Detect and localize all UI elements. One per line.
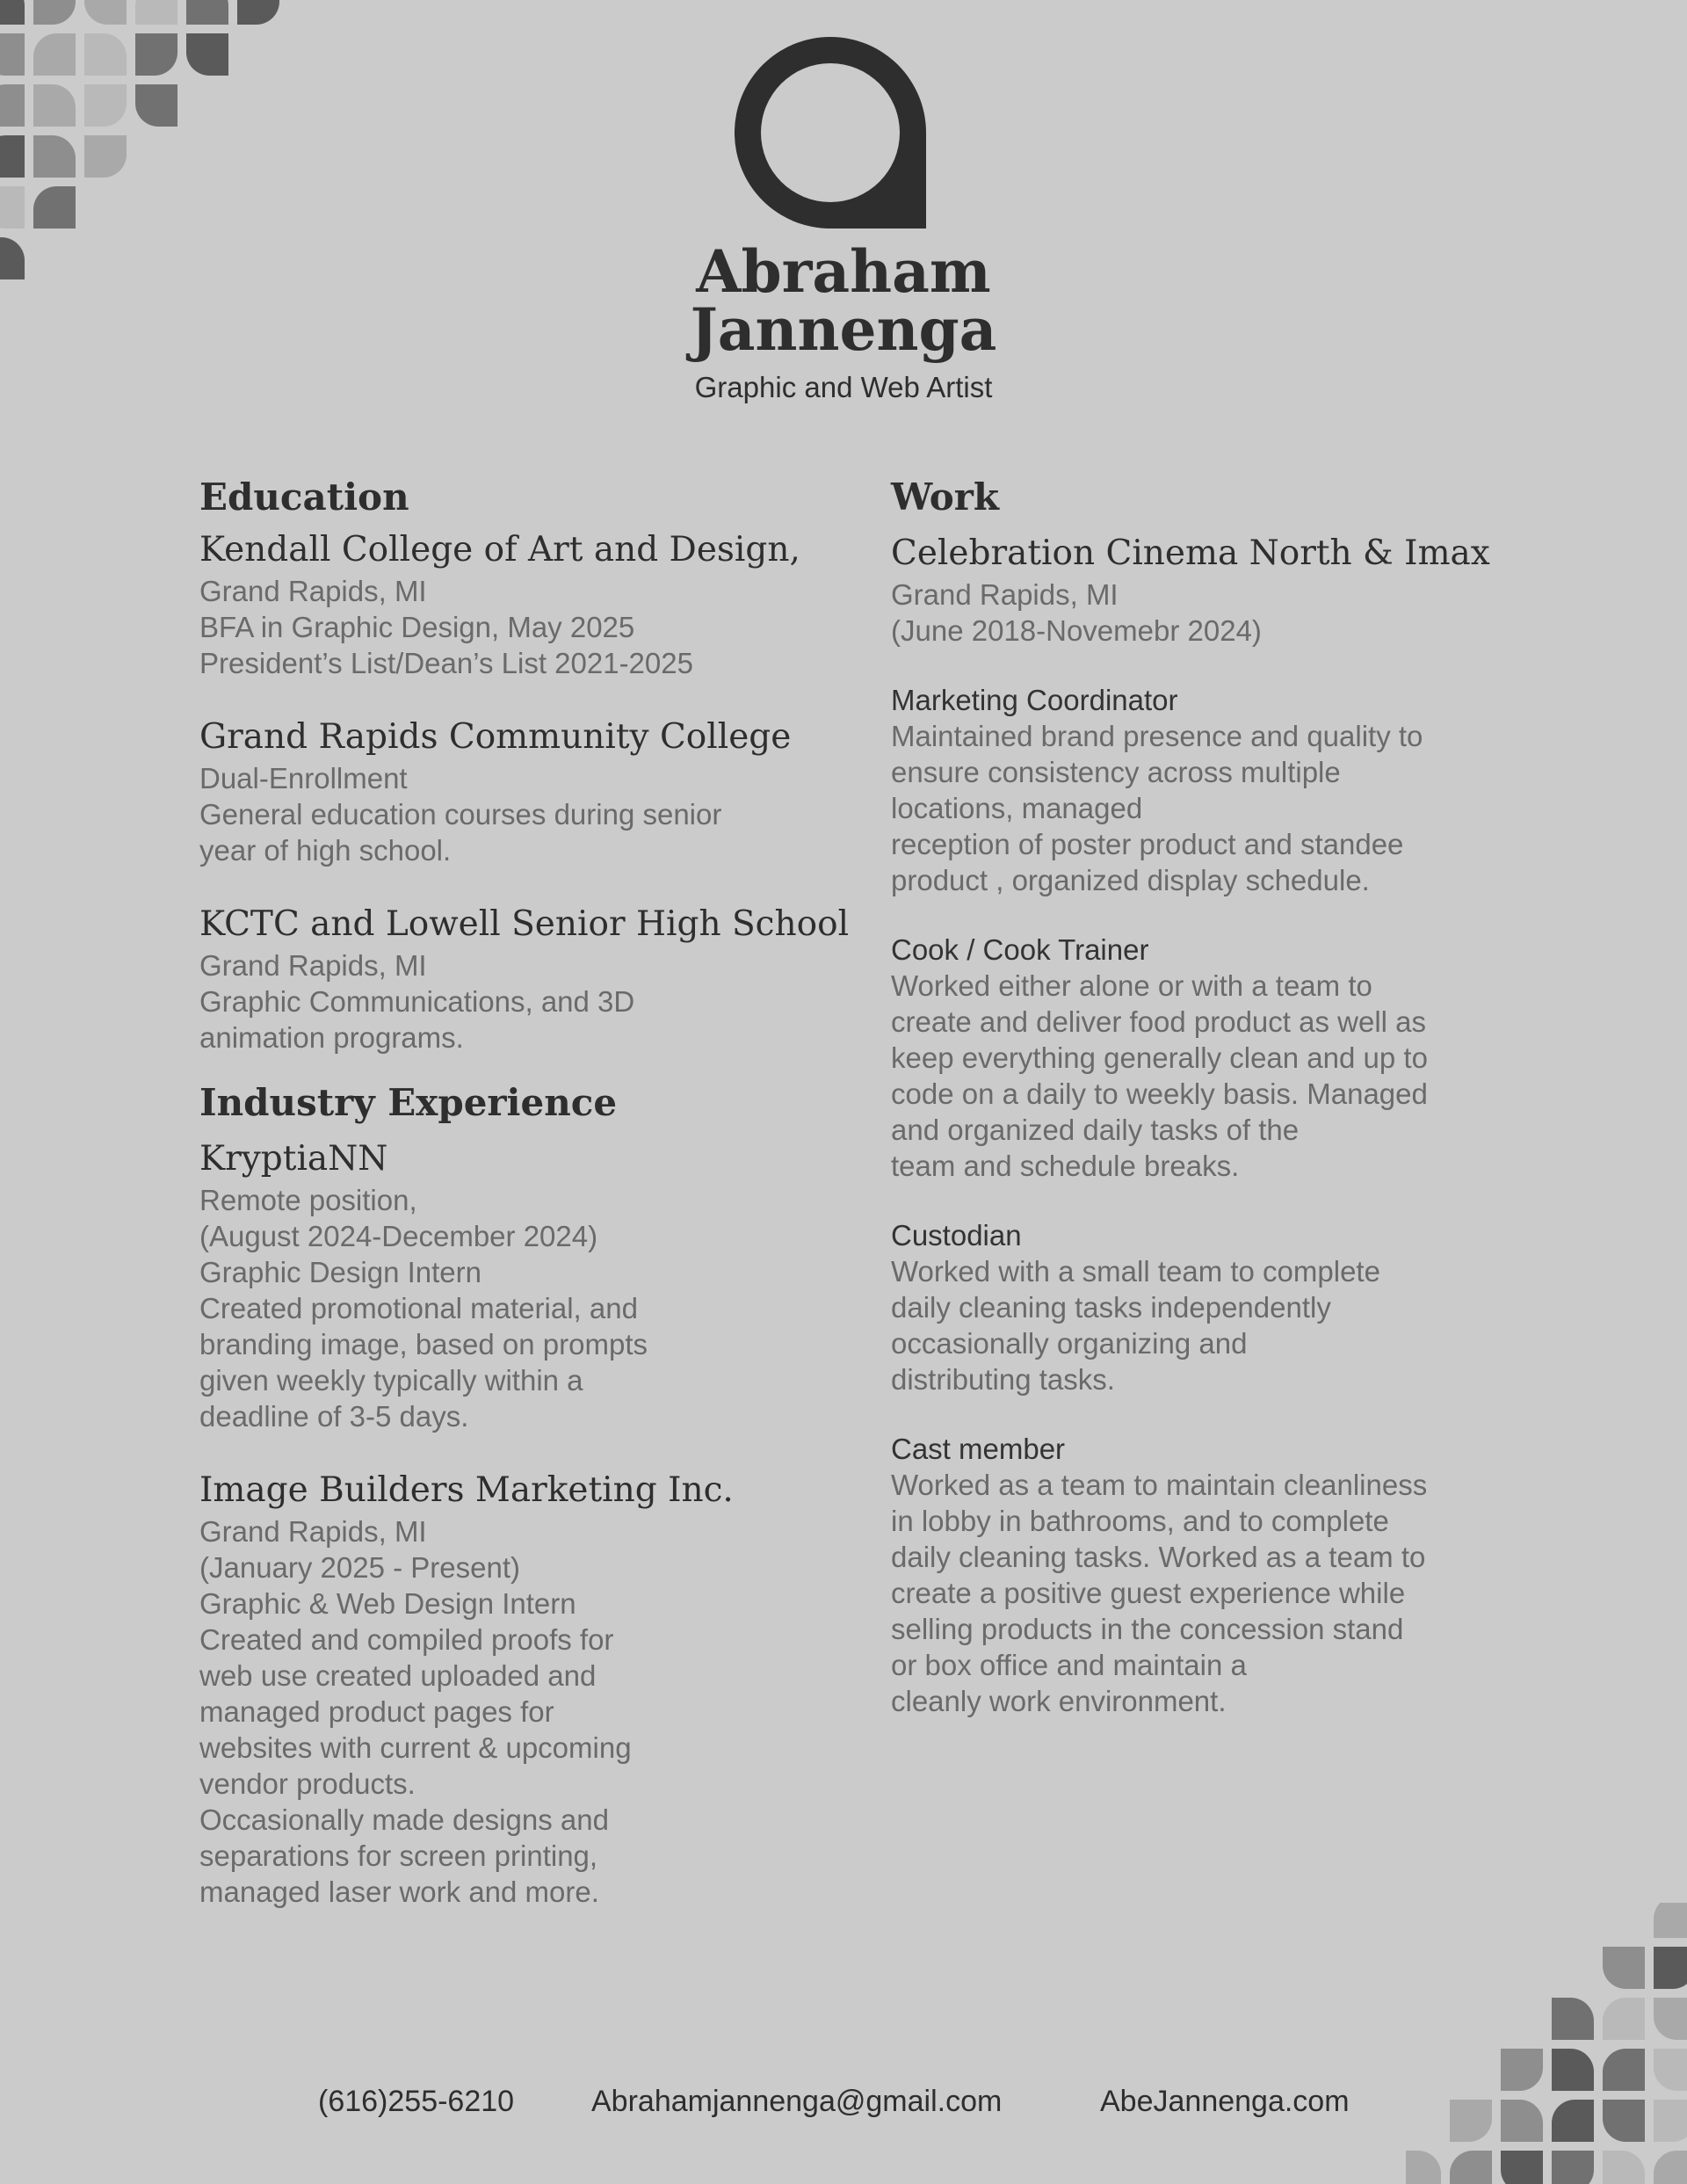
pattern-tile (1654, 1998, 1687, 2040)
email-address: Abrahamjannenga@gmail.com (591, 2085, 1003, 2118)
entry-title: Image Builders Marketing Inc. (199, 1470, 734, 1510)
entry-line: BFA in Graphic Design, May 2025 (199, 611, 635, 643)
industry-experience-heading: Industry Experience (199, 1081, 618, 1124)
pattern-tile (1406, 2151, 1441, 2184)
entry-title: Grand Rapids Community College (199, 717, 792, 757)
name-line-last: Jannenga (690, 295, 997, 364)
pattern-tile (1552, 2151, 1594, 2184)
entry-line: General education courses during senior year of high school. (199, 798, 722, 867)
education-entry (199, 715, 867, 868)
pattern-tile (135, 84, 177, 127)
pattern-tile (84, 0, 127, 25)
pattern-tile (1654, 1947, 1687, 1989)
work-role (891, 1217, 1506, 1397)
entry-line: Graphic Communications, and 3D animation programs. (199, 985, 635, 1054)
phone-number: (616)255-6210 (318, 2085, 515, 2118)
left-column (199, 473, 867, 1910)
entry-line: Grand Rapids, MI (199, 575, 427, 607)
pattern-tile (135, 0, 177, 25)
pattern-tile (0, 0, 25, 25)
entry-line: Graphic Design Intern (199, 1256, 481, 1288)
pattern-tile (0, 84, 25, 127)
logo-icon (735, 37, 926, 229)
right-column (891, 473, 1506, 1719)
education-entry (199, 902, 867, 1056)
industry-entry (199, 1136, 867, 1434)
education-entry (199, 527, 867, 681)
role-title: Marketing Coordinator (891, 684, 1178, 716)
work-role (891, 1431, 1506, 1719)
pattern-tile (84, 84, 127, 127)
pattern-tile (237, 0, 279, 25)
entry-line: Dual-Enrollment (199, 762, 408, 795)
pattern-tile (33, 0, 76, 25)
employer-dates: (June 2018-Novemebr 2024) (891, 614, 1262, 647)
pattern-tile (1450, 2151, 1492, 2184)
entry-title: Kendall College of Art and Design, (199, 530, 800, 570)
work-role (891, 682, 1506, 898)
pattern-tile (33, 84, 76, 127)
entry-line: (August 2024-December 2024) (199, 1220, 598, 1252)
pattern-tile (0, 186, 25, 229)
corner-pattern-top-left (0, 0, 281, 281)
pattern-tile (0, 135, 25, 178)
pattern-tile (1654, 2151, 1687, 2184)
name-line-first: Abraham (696, 237, 991, 306)
corner-pattern-bottom-right (1406, 1903, 1687, 2184)
employer-name: Celebration Cinema North & Imax (891, 533, 1490, 573)
entry-line: Remote position, (199, 1184, 417, 1216)
pattern-tile (186, 33, 228, 76)
pattern-tile (33, 186, 76, 229)
entry-title: KryptiaNN (199, 1139, 388, 1179)
pattern-tile (84, 135, 127, 178)
employer-location: Grand Rapids, MI (891, 578, 1119, 611)
pattern-tile (0, 33, 25, 76)
pattern-tile (1603, 1947, 1645, 1989)
entry-line: Graphic & Web Design Intern (199, 1587, 576, 1620)
pattern-tile (1603, 1998, 1645, 2040)
industry-entry (199, 1468, 867, 1910)
entry-line: Created and compiled proofs for web use created uploaded and managed product pages for websites with current & upcoming vendor products. (199, 1623, 632, 1800)
pattern-tile (186, 0, 228, 25)
contact-footer (0, 2085, 1687, 2129)
education-heading: Education (199, 475, 409, 519)
work-employer (891, 531, 1506, 649)
pattern-tile (1501, 2151, 1543, 2184)
pattern-tile (33, 135, 76, 178)
pattern-tile (33, 33, 76, 76)
role-description: Worked with a small team to complete daily cleaning tasks independently occasionally organizing and distributing tasks. (891, 1255, 1380, 1396)
role-description: Maintained brand presence and quality to ensure consistency across multiple locations, managed reception of poster product and standee product , organized display schedule. (891, 720, 1423, 896)
work-heading: Work (891, 475, 999, 519)
work-role (891, 932, 1506, 1184)
role-description: Worked either alone or with a team to create and deliver food product as well as keep everything generally clean and up to code on a daily to weekly basis. Managed and organized daily tasks of the team and schedule breaks. (891, 969, 1428, 1182)
pattern-tile (135, 33, 177, 76)
candidate-name (0, 237, 1687, 364)
entry-line: Created promotional material, and branding image, based on prompts given weekly typically within a deadline of 3-5 days. (199, 1292, 648, 1433)
tagline: Graphic and Web Artist (694, 371, 993, 403)
role-title: Custodian (891, 1219, 1022, 1252)
pattern-tile (1654, 1903, 1687, 1938)
pattern-tile (1552, 1998, 1594, 2040)
entry-line: Occasionally made designs and separations for screen printing, managed laser work and more. (199, 1803, 609, 1908)
entry-line: President’s List/Dean’s List 2021-2025 (199, 647, 693, 679)
entry-title: KCTC and Lowell Senior High School (199, 904, 850, 944)
role-description: Worked as a team to maintain cleanliness in lobby in bathrooms, and to complete daily cleaning tasks. Worked as a team to create a positive guest experience while selling products in the concession stand or box office and maintain a cleanly work environment. (891, 1469, 1428, 1717)
pattern-tile (84, 33, 127, 76)
entry-line: (January 2025 - Present) (199, 1551, 521, 1584)
role-title: Cast member (891, 1433, 1066, 1465)
website-link: AbeJannenga.com (1100, 2085, 1350, 2118)
entry-line: Grand Rapids, MI (199, 949, 427, 982)
pattern-tile (1603, 2151, 1645, 2184)
role-title: Cook / Cook Trainer (891, 933, 1149, 966)
entry-line: Grand Rapids, MI (199, 1515, 427, 1548)
